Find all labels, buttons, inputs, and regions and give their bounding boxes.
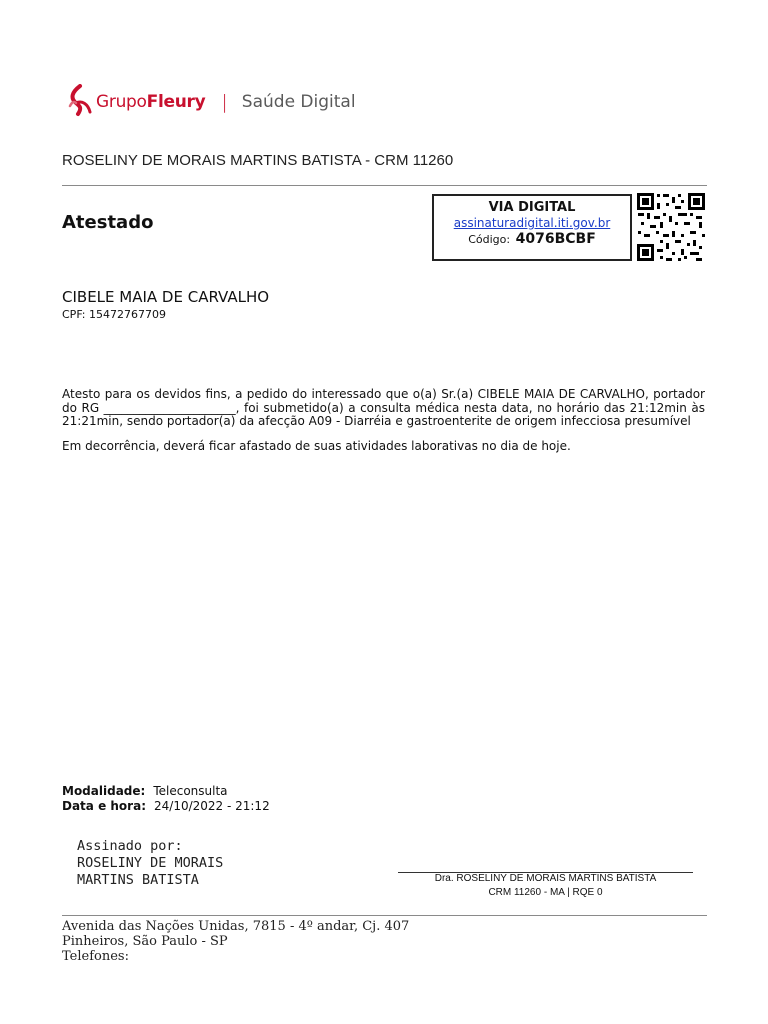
code-value: 4076BCBF xyxy=(515,231,596,247)
verification-code xyxy=(434,231,630,247)
datetime-value: 24/10/2022 - 21:12 xyxy=(154,799,270,813)
verification-link[interactable]: assinaturadigital.iti.gov.br xyxy=(453,216,611,230)
signature-block xyxy=(398,872,693,900)
brand-name: GrupoFleury xyxy=(96,92,206,112)
footer-divider xyxy=(62,915,707,916)
logo-separator: | xyxy=(221,91,228,113)
doctor-header: ROSELINY DE MORAIS MARTINS BATISTA - CRM 11260 xyxy=(62,152,454,169)
product-name: Saúde Digital xyxy=(241,92,356,112)
patient-name: CIBELE MAIA DE CARVALHO xyxy=(62,288,270,306)
address-line-1: Avenida das Nações Unidas, 7815 - 4º andar, Cj. 407 xyxy=(62,919,410,934)
via-digital-box xyxy=(432,194,632,261)
code-label: Código: xyxy=(468,233,511,246)
datetime-row xyxy=(62,799,270,814)
document-title: Atestado xyxy=(62,212,154,233)
via-digital-title: VIA DIGITAL xyxy=(488,200,576,215)
certificate-paragraph-2: Em decorrência, deverá ficar afastado de suas atividades laborativas no dia de hoje. xyxy=(62,438,571,453)
patient-cpf: CPF: 15472767709 xyxy=(62,308,166,321)
consultation-meta xyxy=(62,784,270,814)
signer-registry: CRM 11260 - MA | RQE 0 xyxy=(488,887,603,898)
modality-label: Modalidade: xyxy=(62,784,146,798)
fleury-logo-icon xyxy=(66,84,92,120)
address-phones: Telefones: xyxy=(62,949,129,964)
certificate-body xyxy=(62,388,705,464)
clinic-address xyxy=(62,919,409,964)
address-line-2: Pinheiros, São Paulo - SP xyxy=(62,934,228,949)
signer-name: Dra. ROSELINY DE MORAIS MARTINS BATISTA xyxy=(434,873,657,884)
certificate-paragraph-1: Atesto para os devidos fins, a pedido do interessado que o(a) Sr.(a) CIBELE MAIA DE CARVALHO, portador do RG ______________________, foi submetido(a) a consulta médica nesta data, no horário das 21:12min às 21:21min, sendo portador(a) da afecção A09 - Diarréia e gastroenterite de origem infecciosa presumível xyxy=(62,387,705,428)
datetime-label: Data e hora: xyxy=(62,799,146,813)
header-divider xyxy=(62,185,707,186)
modality-value: Teleconsulta xyxy=(153,784,228,798)
grupo-fleury-logo xyxy=(66,82,356,122)
digital-signature-stamp: Assinado por: ROSELINY DE MORAIS MARTINS BATISTA xyxy=(77,838,224,888)
modality-row xyxy=(62,784,270,799)
qr-code-icon xyxy=(636,192,706,262)
